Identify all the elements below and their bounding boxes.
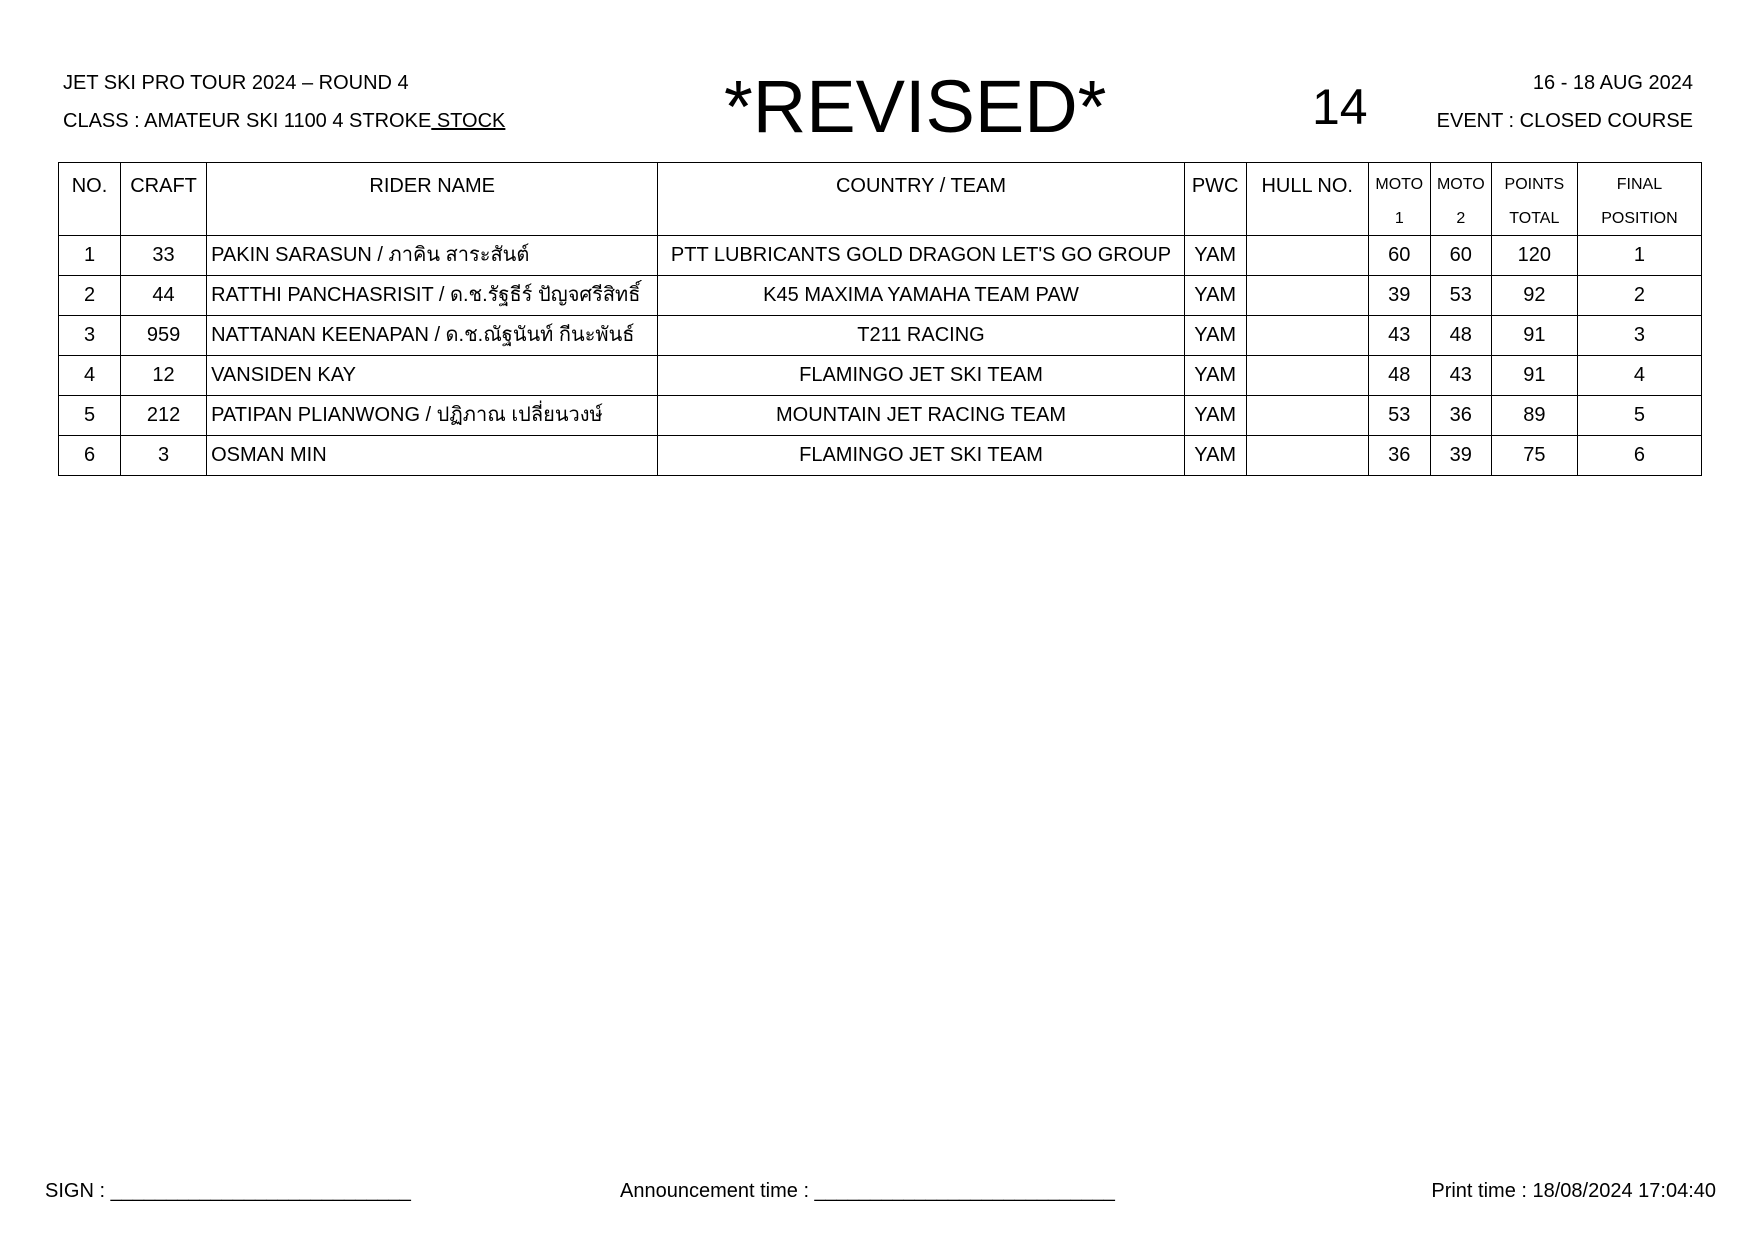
table-row bbox=[59, 396, 1702, 436]
cell-moto2: 43 bbox=[1430, 356, 1491, 396]
cell-pwc: YAM bbox=[1184, 396, 1246, 436]
cell-no: 2 bbox=[59, 276, 121, 316]
cell-craft: 33 bbox=[121, 236, 207, 276]
cell-final: 5 bbox=[1577, 396, 1701, 436]
cell-rider: RATTHI PANCHASRISIT / ด.ช.รัฐธีร์ ปัญจศรีสิทธิ์ bbox=[207, 276, 658, 316]
col-moto-1: MOTO 1 bbox=[1368, 163, 1430, 236]
cell-craft: 959 bbox=[121, 316, 207, 356]
cell-moto1: 53 bbox=[1368, 396, 1430, 436]
cell-rider: PAKIN SARASUN / ภาคิน สาระสันต์ bbox=[207, 236, 658, 276]
cell-hull bbox=[1246, 316, 1368, 356]
cell-moto1: 60 bbox=[1368, 236, 1430, 276]
cell-pwc: YAM bbox=[1184, 236, 1246, 276]
col-rider-name: RIDER NAME bbox=[207, 163, 658, 236]
col-craft: CRAFT bbox=[121, 163, 207, 236]
cell-points: 75 bbox=[1491, 436, 1577, 476]
cell-team: PTT LUBRICANTS GOLD DRAGON LET'S GO GROUP bbox=[658, 236, 1184, 276]
table-row bbox=[59, 316, 1702, 356]
cell-moto2: 53 bbox=[1430, 276, 1491, 316]
cell-team: K45 MAXIMA YAMAHA TEAM PAW bbox=[658, 276, 1184, 316]
cell-no: 5 bbox=[59, 396, 121, 436]
cell-pwc: YAM bbox=[1184, 316, 1246, 356]
cell-points: 120 bbox=[1491, 236, 1577, 276]
cell-craft: 212 bbox=[121, 396, 207, 436]
sheet-number: 14 bbox=[1312, 79, 1368, 135]
cell-hull bbox=[1246, 236, 1368, 276]
col-points-total: POINTS TOTAL bbox=[1491, 163, 1577, 236]
cell-team: T211 RACING bbox=[658, 316, 1184, 356]
class-label bbox=[63, 110, 505, 133]
cell-points: 92 bbox=[1491, 276, 1577, 316]
cell-moto1: 48 bbox=[1368, 356, 1430, 396]
cell-hull bbox=[1246, 436, 1368, 476]
cell-final: 4 bbox=[1577, 356, 1701, 396]
cell-moto1: 43 bbox=[1368, 316, 1430, 356]
cell-final: 6 bbox=[1577, 436, 1701, 476]
cell-final: 3 bbox=[1577, 316, 1701, 356]
cell-team: FLAMINGO JET SKI TEAM bbox=[658, 356, 1184, 396]
event-dates: 16 - 18 AUG 2024 bbox=[1532, 72, 1693, 94]
tour-title: JET SKI PRO TOUR 2024 – ROUND 4 bbox=[63, 72, 409, 94]
col-no: NO. bbox=[59, 163, 121, 236]
cell-moto2: 48 bbox=[1430, 316, 1491, 356]
cell-moto1: 39 bbox=[1368, 276, 1430, 316]
event-type: EVENT : CLOSED COURSE bbox=[1436, 110, 1693, 132]
cell-points: 91 bbox=[1491, 356, 1577, 396]
cell-no: 6 bbox=[59, 436, 121, 476]
cell-hull bbox=[1246, 276, 1368, 316]
cell-rider: OSMAN MIN bbox=[207, 436, 658, 476]
cell-moto2: 60 bbox=[1430, 236, 1491, 276]
cell-rider: PATIPAN PLIANWONG / ปฏิภาณ เปลี่ยนวงษ์ bbox=[207, 396, 658, 436]
cell-rider: NATTANAN KEENAPAN / ด.ช.ณัฐนันท์ กีนะพันธ์ bbox=[207, 316, 658, 356]
sign-line: SIGN : ___________________________ bbox=[45, 1180, 411, 1202]
print-time: Print time : 18/08/2024 17:04:40 bbox=[1431, 1180, 1716, 1202]
cell-points: 89 bbox=[1491, 396, 1577, 436]
cell-rider: VANSIDEN KAY bbox=[207, 356, 658, 396]
cell-no: 3 bbox=[59, 316, 121, 356]
cell-team: FLAMINGO JET SKI TEAM bbox=[658, 436, 1184, 476]
results-table bbox=[58, 162, 1702, 476]
cell-final: 2 bbox=[1577, 276, 1701, 316]
header-row bbox=[59, 163, 1702, 236]
cell-team: MOUNTAIN JET RACING TEAM bbox=[658, 396, 1184, 436]
cell-pwc: YAM bbox=[1184, 356, 1246, 396]
class-stock: STOCK bbox=[431, 110, 506, 132]
cell-hull bbox=[1246, 356, 1368, 396]
cell-moto2: 36 bbox=[1430, 396, 1491, 436]
cell-craft: 12 bbox=[121, 356, 207, 396]
col-hull-no: HULL NO. bbox=[1246, 163, 1368, 236]
table-row bbox=[59, 276, 1702, 316]
table-row bbox=[59, 436, 1702, 476]
class-name: CLASS : AMATEUR SKI 1100 4 STROKE bbox=[63, 110, 432, 132]
revised-stamp: *REVISED* bbox=[724, 65, 1107, 148]
cell-points: 91 bbox=[1491, 316, 1577, 356]
announcement-time: Announcement time : ___________________________ bbox=[620, 1180, 1115, 1202]
cell-craft: 3 bbox=[121, 436, 207, 476]
cell-craft: 44 bbox=[121, 276, 207, 316]
cell-final: 1 bbox=[1577, 236, 1701, 276]
cell-no: 4 bbox=[59, 356, 121, 396]
col-pwc: PWC bbox=[1184, 163, 1246, 236]
col-moto-2: MOTO 2 bbox=[1430, 163, 1491, 236]
table-row bbox=[59, 356, 1702, 396]
cell-no: 1 bbox=[59, 236, 121, 276]
cell-pwc: YAM bbox=[1184, 436, 1246, 476]
cell-hull bbox=[1246, 396, 1368, 436]
col-country-team: COUNTRY / TEAM bbox=[658, 163, 1184, 236]
col-final-position: FINAL POSITION bbox=[1577, 163, 1701, 236]
cell-moto1: 36 bbox=[1368, 436, 1430, 476]
cell-moto2: 39 bbox=[1430, 436, 1491, 476]
table-row bbox=[59, 236, 1702, 276]
cell-pwc: YAM bbox=[1184, 276, 1246, 316]
